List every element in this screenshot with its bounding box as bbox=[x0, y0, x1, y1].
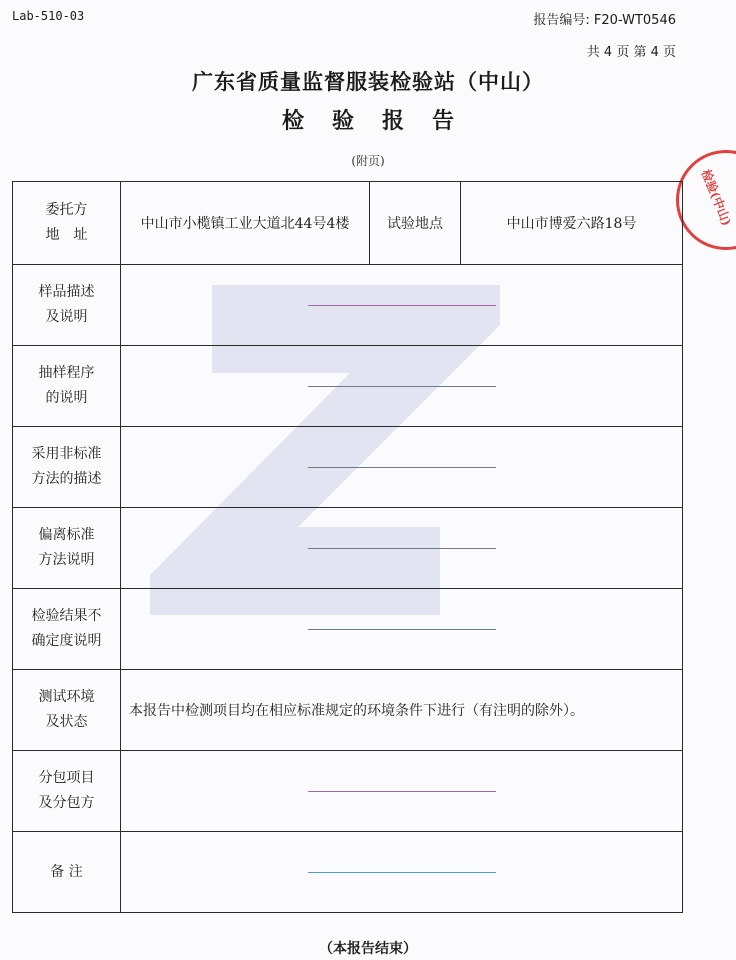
subcontract-label: 分包项目 及分包方 bbox=[13, 751, 121, 832]
blank-line bbox=[308, 872, 496, 873]
table-row bbox=[13, 427, 683, 508]
table-row bbox=[13, 346, 683, 427]
table-row bbox=[13, 751, 683, 832]
sample-description-label: 样品描述 及说明 bbox=[13, 265, 121, 346]
uncertainty-label: 检验结果不 确定度说明 bbox=[13, 589, 121, 670]
sampling-procedure-label: 抽样程序 的说明 bbox=[13, 346, 121, 427]
report-title: 检验报告 bbox=[281, 109, 482, 134]
report-table bbox=[12, 181, 683, 913]
sampling-procedure-value bbox=[121, 346, 683, 427]
table-row bbox=[13, 832, 683, 913]
blank-line bbox=[308, 548, 496, 549]
deviation-label: 偏离标准 方法说明 bbox=[13, 508, 121, 589]
subcontract-value bbox=[121, 751, 683, 832]
seal-text: 检验(中山) bbox=[698, 167, 734, 228]
sample-description-value bbox=[121, 265, 683, 346]
test-site-value: 中山市博爱六路18号 bbox=[461, 182, 683, 265]
test-site-label: 试验地点 bbox=[370, 182, 461, 265]
nonstandard-method-label: 采用非标准 方法的描述 bbox=[13, 427, 121, 508]
table-row bbox=[13, 508, 683, 589]
organization-name: 广东省质量监督服装检验站（中山） bbox=[192, 70, 544, 94]
client-address-label: 委托方 地 址 bbox=[13, 182, 121, 265]
client-address-value: 中山市小榄镇工业大道北44号4楼 bbox=[121, 182, 370, 265]
uncertainty-value bbox=[121, 589, 683, 670]
blank-line bbox=[308, 467, 496, 468]
blank-line bbox=[308, 305, 496, 306]
table-row bbox=[13, 265, 683, 346]
report-subtitle: (附页) bbox=[351, 154, 385, 168]
blank-line bbox=[308, 629, 496, 630]
report-end-note: （本报告结束） bbox=[319, 941, 417, 957]
test-environment-value: 本报告中检测项目均在相应标准规定的环境条件下进行（有注明的除外）。 bbox=[121, 670, 683, 751]
deviation-value bbox=[121, 508, 683, 589]
table-row bbox=[13, 182, 683, 265]
table-row bbox=[13, 589, 683, 670]
page-count: 共 4 页 第 4 页 bbox=[586, 45, 676, 60]
blank-line bbox=[308, 386, 496, 387]
table-row bbox=[13, 670, 683, 751]
blank-line bbox=[308, 791, 496, 792]
remark-label: 备 注 bbox=[13, 832, 121, 913]
report-number: 报告编号: F20-WT0546 bbox=[533, 13, 676, 28]
nonstandard-method-value bbox=[121, 427, 683, 508]
remark-value bbox=[121, 832, 683, 913]
test-environment-label: 测试环境 及状态 bbox=[13, 670, 121, 751]
form-code: Lab-510-03 bbox=[12, 9, 85, 23]
